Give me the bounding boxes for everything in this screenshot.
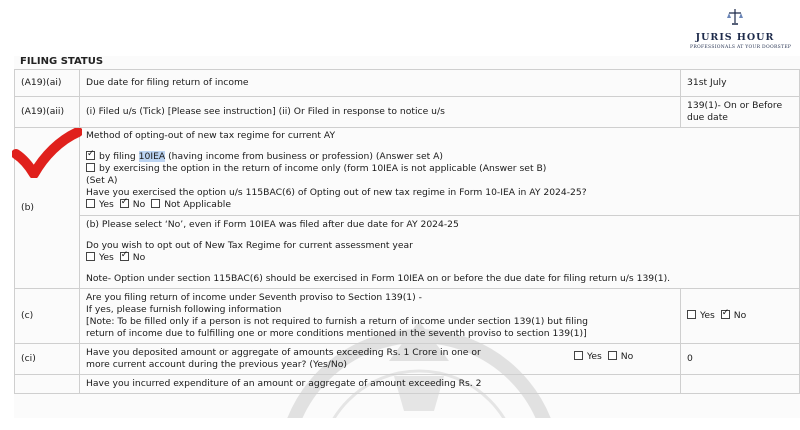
question-opt-out: Do you wish to opt out of New Tax Regime for current assessment year [86, 240, 413, 251]
bottom-band [0, 418, 800, 430]
row-cut [15, 375, 800, 394]
row-code: (A19)(ai) [15, 70, 80, 97]
filing-status-table [14, 69, 800, 394]
checkbox-yes[interactable] [86, 252, 95, 261]
brand-tagline: PROFESSIONALS AT YOUR DOORSTEP [690, 45, 792, 50]
row-code: (c) [15, 289, 80, 344]
answer-group-exercised: Yes ✓ No Not Applicable [86, 199, 793, 211]
brand-name: JURIS HOUR [695, 32, 775, 43]
opt-out-method-cell [80, 128, 800, 289]
checkbox-no[interactable] [721, 310, 730, 319]
filed-under-value-line2: due date [687, 112, 728, 123]
option-10iea[interactable]: ✓by filing 10IEA (having income from business or profession) (Answer set A) [86, 151, 793, 163]
filed-under-value[interactable] [681, 97, 800, 128]
row-code: (ci) [15, 344, 80, 375]
filed-under-value-line1: 139(1)- On or Before [687, 100, 783, 111]
row-a19-ai [15, 70, 800, 97]
scales-icon [724, 8, 746, 26]
red-checkmark-icon [12, 128, 82, 178]
option-return-only[interactable]: by exercising the option in the return of income only (form 10IEA is not applicable (Answer set B) [86, 163, 793, 175]
deposit-value[interactable]: 0 [681, 344, 800, 375]
section-title: FILING STATUS [20, 56, 104, 67]
checkbox-no[interactable] [120, 199, 129, 208]
row-description: (i) Filed u/s (Tick) [Please see instruction] (ii) Or Filed in response to notice u/s [80, 97, 681, 128]
row-description: Due date for filing return of income [80, 70, 681, 97]
question-exercised-option: Have you exercised the option u/s 115BAC(6) of Opting out of new tax regime in Form 10-IEA in AY 2024-25? [86, 187, 587, 198]
itr-form-sheet [14, 56, 800, 418]
row-c [15, 289, 800, 344]
top-band [0, 0, 800, 56]
answer-group-deposit: Yes No [568, 344, 680, 374]
due-date-value[interactable]: 31st July [681, 70, 800, 97]
set-a-label: (Set A) [86, 175, 118, 186]
highlight-10iea: 10IEA [138, 151, 166, 162]
brand-logo [690, 8, 792, 52]
checkbox-no[interactable] [608, 351, 617, 360]
checkbox-return-only[interactable] [86, 163, 95, 172]
row-a19-aii [15, 97, 800, 128]
opt-out-heading: Method of opting-out of new tax regime for current AY [86, 130, 336, 141]
checkbox-yes[interactable] [574, 351, 583, 360]
checkbox-10iea[interactable] [86, 151, 95, 160]
row-b [15, 128, 800, 289]
deposit-question: Have you deposited amount or aggregate of amounts exceeding Rs. 1 Crore in one or more current account during the previous year? (Yes/No) Yes No [80, 344, 681, 375]
checkbox-not-applicable[interactable] [151, 199, 160, 208]
checkbox-no[interactable] [120, 252, 129, 261]
seventh-proviso-question: Are you filing return of income under Seventh proviso to Section 139(1) - If yes, please furnish following information [Note: To be filled only if a person is not required to furnish a return of income under section 139(1) but filing return of income due to fulfilling one or more conditions mentioned in the seventh proviso to section 139(1)] [80, 289, 681, 344]
answer-group-seventh-proviso: Yes ✓ No [681, 289, 800, 344]
row-code: (A19)(aii) [15, 97, 80, 128]
answer-group-opt-out: Yes ✓ No [86, 252, 793, 264]
row-code: (b) [15, 128, 80, 289]
checkbox-yes[interactable] [86, 199, 95, 208]
note-option-115bac: Note- Option under section 115BAC(6) should be exercised in Form 10IEA on or before the due date for filing return u/s 139(1). [86, 273, 671, 284]
row-ci [15, 344, 800, 375]
checkbox-yes[interactable] [687, 310, 696, 319]
note-select-no: (b) Please select ‘No’, even if Form 10IEA was filed after due date for AY 2024-25 [86, 219, 459, 230]
expenditure-question: Have you incurred expenditure of an amount or aggregate of amount exceeding Rs. 2 [80, 375, 681, 394]
